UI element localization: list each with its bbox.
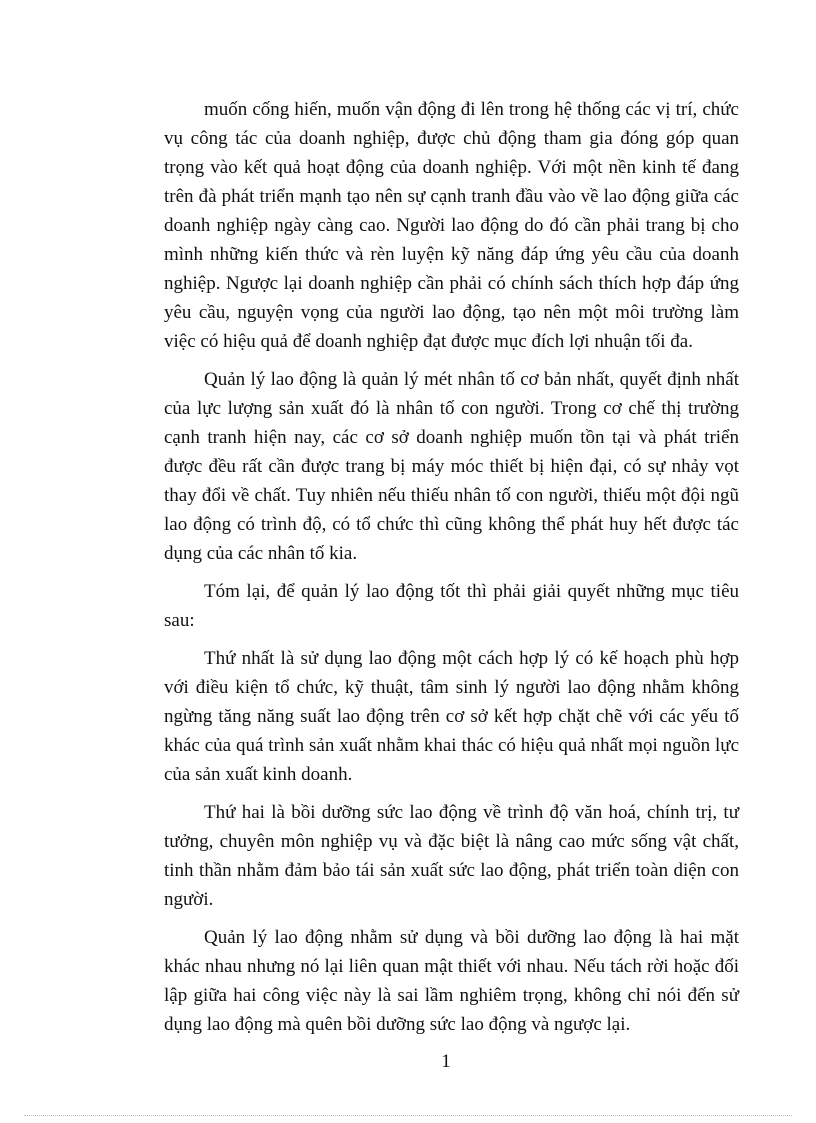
page-number: 1 bbox=[441, 1051, 451, 1072]
paragraph-6: Quản lý lao động nhằm sử dụng và bồi dưỡng lao động là hai mặt khác nhau nhưng nó lại liên quan mật thiết với nhau. Nếu tách rời hoặc đối lập giữa hai công việc này là sai lầm nghiêm trọng, không chỉ nói đến sử dụng lao động mà quên bồi dưỡng sức lao động và ngược lại. bbox=[164, 927, 739, 1035]
page-bottom-divider bbox=[24, 1115, 792, 1116]
paragraph-3: Tóm lại, để quản lý lao động tốt thì phải giải quyết những mục tiêu sau: bbox=[164, 581, 739, 631]
paragraph-4: Thứ nhất là sử dụng lao động một cách hợp lý có kế hoạch phù hợp với điều kiện tổ chức, kỹ thuật, tâm sinh lý người lao động nhằm không ngừng tăng năng suất lao động trên cơ sở kết hợp chặt chẽ với các yếu tố khác của quá trình sản xuất nhằm khai thác có hiệu quả nhất mọi nguồn lực của sản xuất kinh doanh. bbox=[164, 648, 739, 785]
paragraph-2: Quản lý lao động là quản lý mét nhân tố cơ bản nhất, quyết định nhất của lực lượng sản xuất đó là nhân tố con người. Trong cơ chế thị trường cạnh tranh hiện nay, các cơ sở doanh nghiệp muốn tồn tại và phát triển được đều rất cần được trang bị máy móc thiết bị hiện đại, có sự nhảy vọt thay đổi về chất. Tuy nhiên nếu thiếu nhân tố con người, thiếu một đội ngũ lao động có trình độ, có tổ chức thì cũng không thể phát huy hết được tác dụng của các nhân tố kia. bbox=[164, 369, 739, 564]
document-body bbox=[164, 95, 739, 1048]
paragraph-5: Thứ hai là bồi dưỡng sức lao động về trình độ văn hoá, chính trị, tư tưởng, chuyên môn nghiệp vụ và đặc biệt là nâng cao mức sống vật chất, tinh thần nhằm đảm bảo tái sản xuất sức lao động, phát triển toàn diện con người. bbox=[164, 802, 739, 910]
paragraph-1: muốn cống hiến, muốn vận động đi lên trong hệ thống các vị trí, chức vụ công tác của doanh nghiệp, được chủ động tham gia đóng góp quan trọng vào kết quả hoạt động của doanh nghiệp. Với một nền kinh tế đang trên đà phát triển mạnh tạo nên sự cạnh tranh đầu vào về lao động giữa các doanh nghiệp ngày càng cao. Người lao động do đó cần phải trang bị cho mình những kiến thức và rèn luyện kỹ năng đáp ứng yêu cầu của doanh nghiệp. Ngược lại doanh nghiệp cần phải có chính sách thích hợp đáp ứng yêu cầu, nguyện vọng của người lao động, tạo nên một môi trường làm việc có hiệu quả để doanh nghiệp đạt được mục đích lợi nhuận tối đa. bbox=[164, 99, 739, 352]
